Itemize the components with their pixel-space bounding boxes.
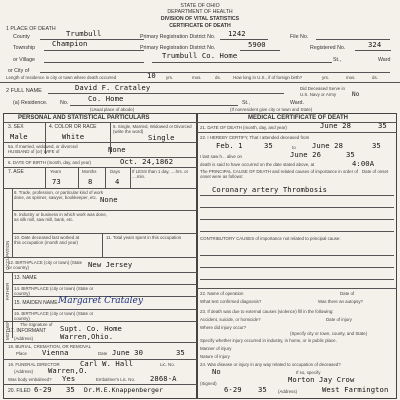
informant-value: Supt. Co. Home: [60, 324, 122, 333]
external-label: 23. If death was due to external causes (violence) fill in the following:: [200, 309, 334, 314]
accident-label: Accident, suicide, or homicide?: [200, 317, 261, 322]
residence-no-label: No.: [60, 100, 69, 106]
age-days-value: 4: [115, 177, 120, 186]
address-value: West Farmington: [322, 385, 389, 394]
residence-st-label: St.,: [242, 100, 250, 106]
ds-label: ds.: [215, 75, 221, 80]
attended-to-year: 35: [372, 141, 381, 150]
injury-place-label: Specify whether injury occurred in industry, in home, or in public place.: [200, 338, 337, 343]
or-city-label: or City of: [8, 68, 30, 74]
primary-reg-value-2: 5900: [248, 40, 266, 49]
mother-birthplace-label: 16. BIRTHPLACE (city or town) (State or country): [14, 311, 94, 321]
filed-value: 6-29: [34, 385, 52, 394]
township-label: Township: [13, 45, 36, 51]
informant-address-label: (Address): [14, 336, 34, 341]
marital-value: Single: [148, 133, 175, 142]
marital-label: 5. Single, Married, Widowed or Divorced (write the word): [113, 124, 192, 134]
header-cert: CERTIFICATE OF DEATH: [169, 23, 231, 29]
funeral-address-value: Warren,O.: [48, 366, 88, 375]
findings-label: What test confirmed diagnosis?: [200, 299, 262, 304]
age-months-value: 8: [88, 177, 93, 186]
county-value: Trumbull: [66, 29, 102, 38]
nature-label: Nature of injury: [200, 354, 230, 359]
date-of-death-value: June 28: [320, 121, 351, 130]
registered-no-value: 324: [368, 40, 382, 49]
burial-date-value: June 30: [112, 348, 143, 357]
informant-label: 17. INFORMANT: [8, 328, 47, 334]
embalmed-label: Was body embalmed?: [8, 377, 52, 382]
burial-year-value: 35: [176, 348, 185, 357]
occupation-label: 8. Trade, profession, or particular kind of work done, as spinner, sawyer, bookkeeper, etc.: [14, 190, 104, 200]
served-answer: No: [352, 91, 360, 98]
attended-from-year: 35: [264, 141, 273, 150]
personal-title: PERSONAL AND STATISTICAL PARTICULARS: [18, 115, 150, 121]
institution-value: Trumbull Co. Home: [162, 51, 238, 60]
contributory-label: CONTRIBUTORY CAUSES of importance not related to principal cause:: [200, 236, 341, 241]
attended-to-label: to: [292, 145, 296, 150]
personal-box: [3, 113, 197, 399]
full-name-value: David F. Crataley: [75, 83, 151, 92]
operation-date-label: Date of: [340, 291, 355, 296]
signed-year-value: 35: [258, 385, 267, 394]
or-village-label: or Village: [13, 57, 35, 63]
served-label: Did Deceased Serve in: [300, 86, 345, 91]
funeral-label: 19. FUNERAL DIRECTOR: [8, 362, 60, 367]
days-label: Days: [110, 169, 121, 174]
alive-label: I last saw h... alive on: [200, 154, 242, 159]
usual-place-label: (Usual place of abode): [90, 107, 135, 112]
birthplace-value: New Jersey: [88, 260, 133, 269]
served-navy-label: U.S. Navy or Army: [300, 92, 337, 97]
occupation-related-value: No: [212, 367, 221, 376]
address-label: (Address): [278, 389, 298, 394]
burial-date-label: Date: [98, 351, 108, 356]
operation-label: 22. Name of operation: [200, 291, 244, 296]
stay-years-value: 10: [147, 71, 156, 80]
date-of-onset-label: Date of onset: [362, 169, 389, 174]
maiden-name-value: Margaret Crataley: [58, 296, 143, 306]
dob-label: 6. DATE OF BIRTH (month, day, and year): [8, 160, 91, 165]
cause-value: Coronary artery Thrombosis: [212, 185, 328, 194]
father-side-label: FATHER: [5, 282, 10, 300]
occupation-related-label: 24. Was disease or injury in any way related to occupation of deceased?: [200, 362, 341, 367]
length-stay-label: Length of residence in city or town where death occurred: [6, 75, 117, 80]
dob-value: Oct. 24,1862: [120, 157, 174, 166]
ds-label-2: ds.: [372, 75, 378, 80]
last-seen-year: 35: [346, 150, 355, 159]
funeral-director-value: Carl W. Hall: [80, 359, 134, 368]
county-label: County: [13, 34, 30, 40]
injury-date-label: Date of injury: [326, 317, 352, 322]
injury-specify-label: (Specify city or town, county, and State): [290, 331, 368, 336]
sex-value: Male: [10, 132, 28, 141]
residence-label: (a) Residence.: [13, 100, 48, 106]
if-so-label: If so, specify: [296, 370, 321, 375]
burial-label: 18. BURIAL, CREMATION, OR REMOVAL: [8, 344, 92, 349]
primary-reg-value: 1242: [228, 29, 246, 38]
yrs-label: yrs.: [166, 75, 174, 80]
last-worked-label: 10. Date deceased last worked at this occupation (month and year): [14, 235, 80, 245]
total-years-label: 11. Total years spent in this occupation: [106, 235, 182, 240]
header-state: STATE OF OHIO: [180, 3, 220, 9]
signed-label: (Signed): [200, 381, 217, 386]
mother-side-label: MOTHER: [5, 320, 10, 340]
nonresident-note: (If nonresident give city or town and State): [230, 107, 313, 112]
how-long-label: How long in U.S., if of foreign birth?: [233, 75, 303, 80]
father-name-label: 13. NAME: [14, 275, 37, 281]
residence-value: Co. Home: [88, 94, 124, 103]
header-division: DIVISION OF VITAL STATISTICS: [160, 16, 240, 22]
spouse-label: 5a. If married, widowed, or divorced HUSBAND of (or) WIFE of: [8, 144, 78, 154]
years-label: Years: [50, 169, 62, 174]
place-of-death-label: 1 PLACE OF DEATH: [6, 26, 56, 32]
embalmer-lic-label: Embalmer's Lic. No.: [96, 377, 136, 382]
months-label: Months: [82, 169, 97, 174]
residence-ward-label: Ward.: [290, 100, 304, 106]
death-occurred-label: death is said to have occurred on the date stated above, at: [200, 162, 315, 167]
township-value: Champion: [52, 39, 88, 48]
date-of-death-label: 21. DATE OF DEATH (month, day, and year): [200, 125, 287, 130]
embalmed-value: Yes: [62, 374, 76, 383]
header-dept: DEPARTMENT OF HEALTH: [167, 9, 233, 15]
embalmer-lic-value: 2868-A: [150, 374, 177, 383]
mos-label-2: mos.: [346, 75, 356, 80]
last-seen-value: June 26: [290, 150, 321, 159]
burial-place-label: Place: [16, 351, 27, 356]
registered-no-label: Registered No.: [310, 45, 346, 51]
maiden-name-label: 15. MAIDEN NAME: [14, 300, 58, 306]
father-birthplace-label: 14. BIRTHPLACE (city or town) (State or country): [14, 286, 94, 296]
st-label: St.,: [333, 57, 341, 63]
burial-place-value: Vienna: [42, 348, 69, 357]
medical-title: MEDICAL CERTIFICATE OF DEATH: [248, 115, 348, 121]
lt-day-label: If LESS than 1 day, ....hrs. or ....min.: [132, 169, 189, 179]
primary-reg-label: Primary Registration District No.: [140, 34, 216, 40]
funeral-address-label: (Address): [14, 369, 34, 374]
full-name-label: 2 FULL NAME: [6, 88, 42, 94]
registrar-value: Dr.M.E.Knappenberger: [84, 386, 163, 394]
death-time-value: 4:00A: [352, 159, 375, 168]
principal-cause-label: The PRINCIPAL CAUSE OF DEATH and related causes of importance in order of onset were as follows:: [200, 169, 359, 179]
occupation-side-label: OCCUPATION: [5, 240, 10, 270]
occupation-value: None: [100, 195, 118, 204]
attended-to-value: June 28: [312, 141, 343, 150]
date-of-death-year: 35: [378, 121, 387, 130]
filed-label: 20. FILED: [8, 388, 31, 394]
mos-label: mos.: [192, 75, 202, 80]
age-years-value: 73: [52, 177, 61, 186]
file-no-label: File No.: [290, 34, 309, 40]
ward-label: Ward: [378, 57, 391, 63]
manner-label: Manner of injury: [200, 346, 232, 351]
birthplace-label: 12. BIRTHPLACE (city or town) (State or country): [8, 260, 83, 270]
yrs-label-2: yrs.: [322, 75, 330, 80]
injury-where-label: Where did injury occur?: [200, 325, 247, 330]
primary-reg-label-2: Primary Registration District No.: [140, 45, 216, 51]
filed-year-value: 35: [66, 385, 75, 394]
color-label: 4. COLOR OR RACE: [49, 124, 97, 130]
industry-label: 9. Industry or business in which work was done, as silk mill, saw mill, bank, etc.: [14, 212, 107, 222]
informant-sig-label: The Signature of: [20, 322, 53, 327]
signer-value: Morton Jay Crow: [288, 375, 355, 384]
sex-label: 3. SEX: [8, 124, 24, 130]
certify-label: 22. I HEREBY CERTIFY, That I attended deceased from: [200, 135, 310, 140]
autopsy-label: Was there an autopsy?: [318, 299, 363, 304]
color-value: White: [62, 132, 85, 141]
informant-address-value: Warren,Ohio.: [60, 332, 114, 341]
attended-from-value: Feb. 1: [216, 141, 243, 150]
spouse-value: None: [108, 145, 126, 154]
age-label: 7. AGE: [8, 169, 24, 175]
signed-date-value: 6-29: [224, 385, 242, 394]
funeral-lic-label: Lic. No.: [160, 362, 175, 367]
